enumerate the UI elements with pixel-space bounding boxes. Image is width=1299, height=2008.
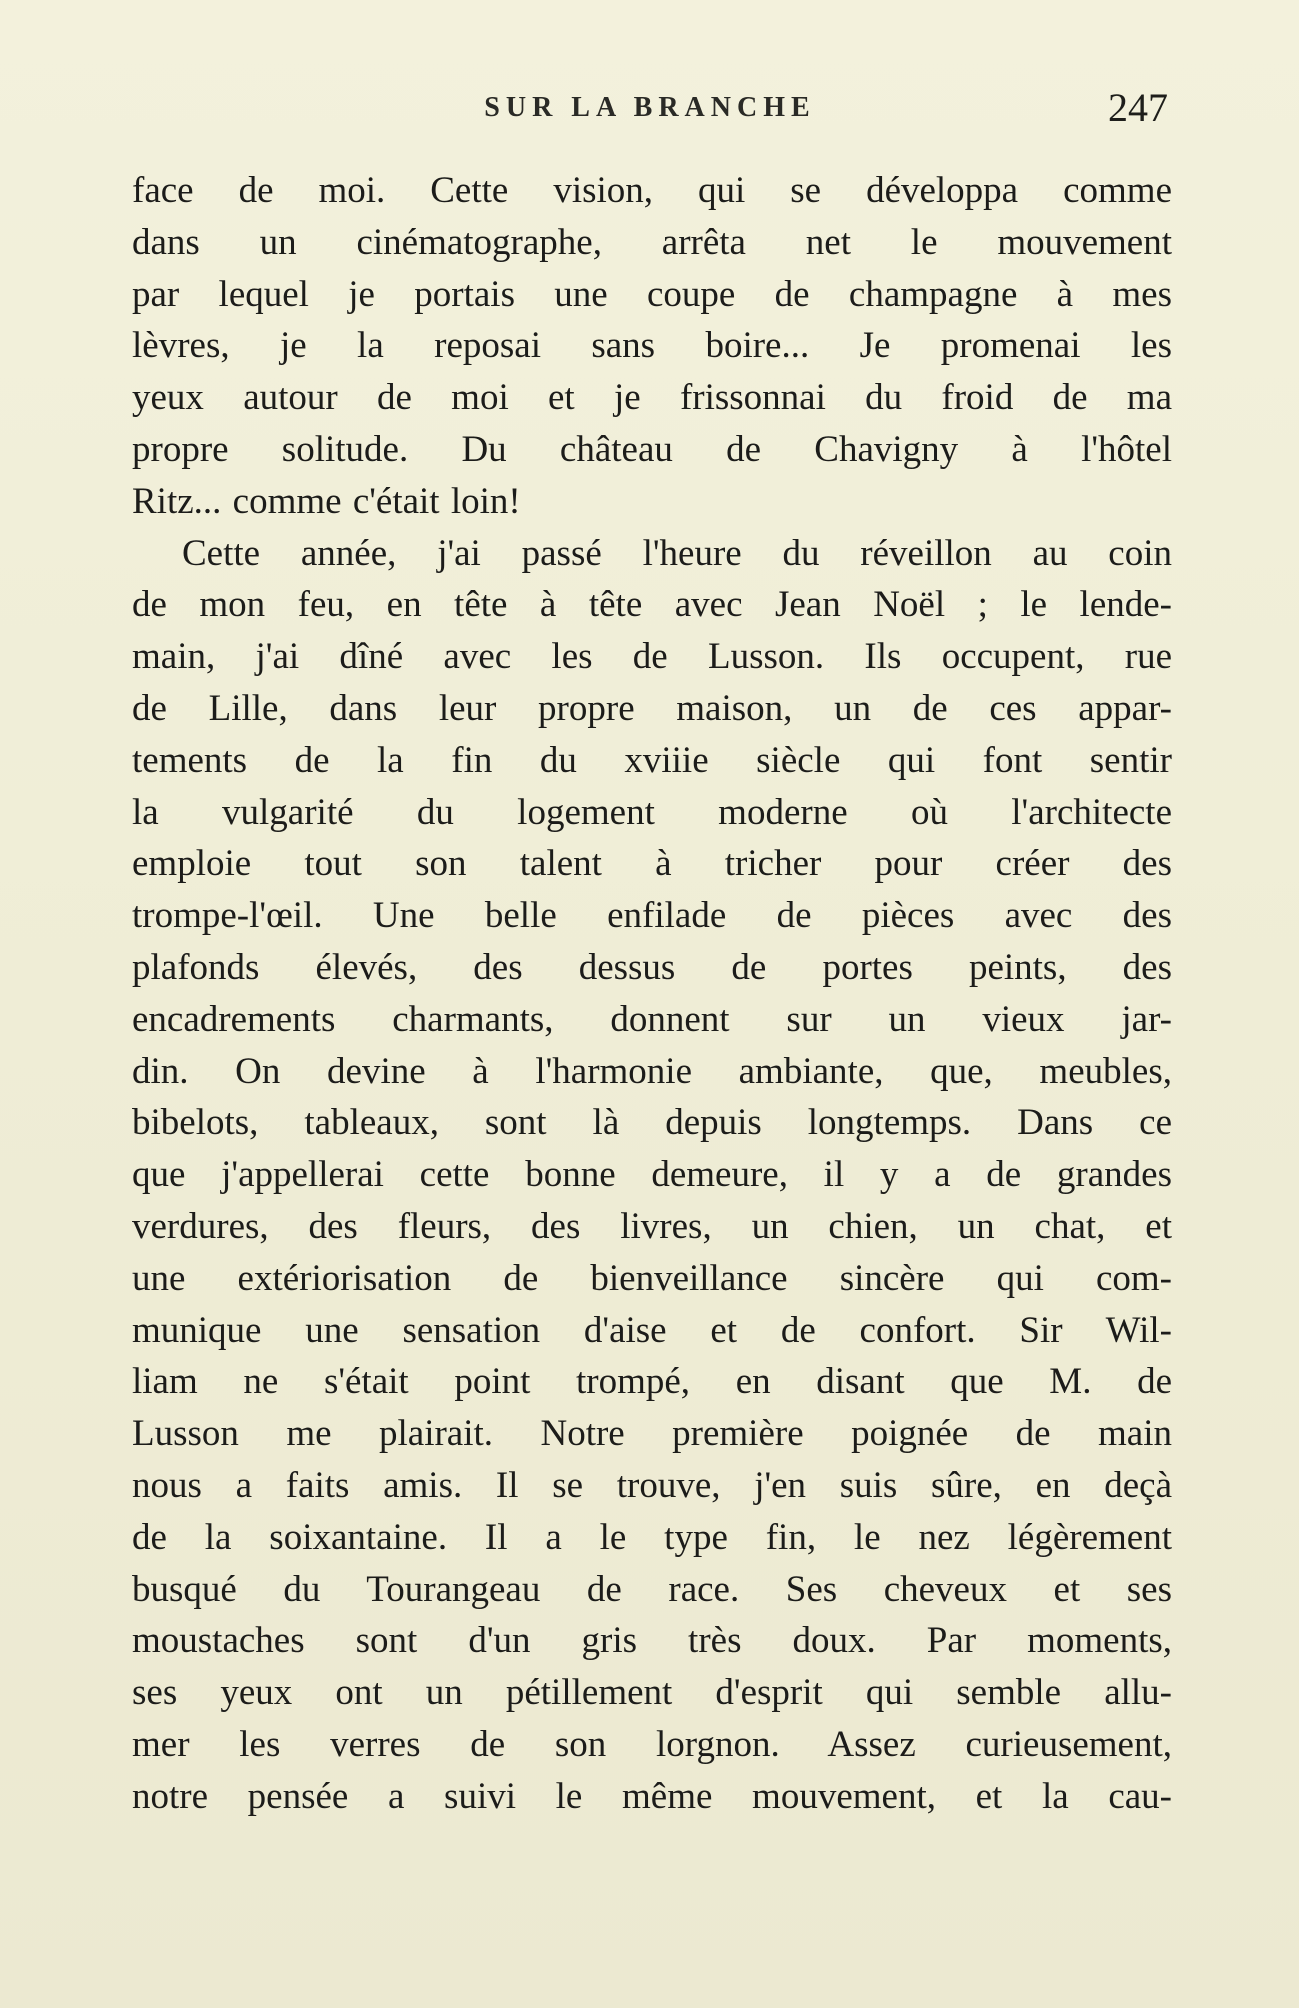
text-line: une extériorisation de bienveillance sincère qui com- <box>132 1257 1172 1299</box>
text-line: nous a faits amis. Il se trouve, j'en suis sûre, en deçà <box>132 1464 1172 1506</box>
text-line: la vulgarité du logement moderne où l'architecte <box>132 791 1172 833</box>
text-line: liam ne s'était point trompé, en disant que M. de <box>132 1361 1172 1403</box>
text-line: que j'appellerai cette bonne demeure, il y a de grandes <box>132 1154 1172 1196</box>
text-line: trompe-l'œil. Une belle enfilade de pièces avec des <box>132 895 1172 937</box>
text-line: face de moi. Cette vision, qui se développa comme <box>132 170 1172 211</box>
page-number: 247 <box>1108 85 1168 130</box>
text-line: yeux autour de moi et je frissonnai du froid de ma <box>132 377 1172 419</box>
text-line: tements de la fin du xviiie siècle qui font sentir <box>132 739 1172 781</box>
text-line: encadrements charmants, donnent sur un vieux jar- <box>132 998 1172 1040</box>
text-line: din. On devine à l'harmonie ambiante, que, meubles, <box>132 1050 1172 1092</box>
text-line: de Lille, dans leur propre maison, un de ces appar- <box>132 687 1172 729</box>
text-line: de mon feu, en tête à tête avec Jean Noël ; le lende- <box>132 584 1172 626</box>
text-line: par lequel je portais une coupe de champagne à mes <box>132 273 1172 315</box>
text-line: plafonds élevés, des dessus de portes peints, des <box>132 946 1172 988</box>
text-line: notre pensée a suivi le même mouvement, et la cau- <box>132 1775 1172 1817</box>
text-line: dans un cinématographe, arrêta net le mouvement <box>132 221 1172 263</box>
text-line: propre solitude. Du château de Chavigny à l'hôtel <box>132 428 1172 470</box>
text-line: munique une sensation d'aise et de confort. Sir Wil- <box>132 1309 1172 1351</box>
text-line: verdures, des fleurs, des livres, un chien, un chat, et <box>132 1205 1172 1247</box>
text-line: de la soixantaine. Il a le type fin, le nez légèrement <box>132 1516 1172 1558</box>
text-line: Lusson me plairait. Notre première poignée de main <box>132 1413 1172 1455</box>
text-line: mer les verres de son lorgnon. Assez curieusement, <box>132 1723 1172 1765</box>
text-line: moustaches sont d'un gris très doux. Par moments, <box>132 1620 1172 1662</box>
text-line: ses yeux ont un pétillement d'esprit qui semble allu- <box>132 1672 1172 1714</box>
page-header <box>130 84 1170 134</box>
text-line: busqué du Tourangeau de race. Ses cheveux et ses <box>132 1568 1172 1610</box>
text-line: emploie tout son talent à tricher pour créer des <box>132 843 1172 885</box>
text-line: main, j'ai dîné avec les de Lusson. Ils occupent, rue <box>132 636 1172 678</box>
running-head: SUR LA BRANCHE <box>484 92 816 123</box>
text-line: Cette année, j'ai passé l'heure du réveillon au coin <box>182 532 1172 574</box>
text-line: Ritz... comme c'était loin! <box>132 480 521 522</box>
text-line: lèvres, je la reposai sans boire... Je promenai les <box>132 325 1172 367</box>
text-line: bibelots, tableaux, sont là depuis longtemps. Dans ce <box>132 1102 1172 1144</box>
body-text <box>132 165 1172 1823</box>
